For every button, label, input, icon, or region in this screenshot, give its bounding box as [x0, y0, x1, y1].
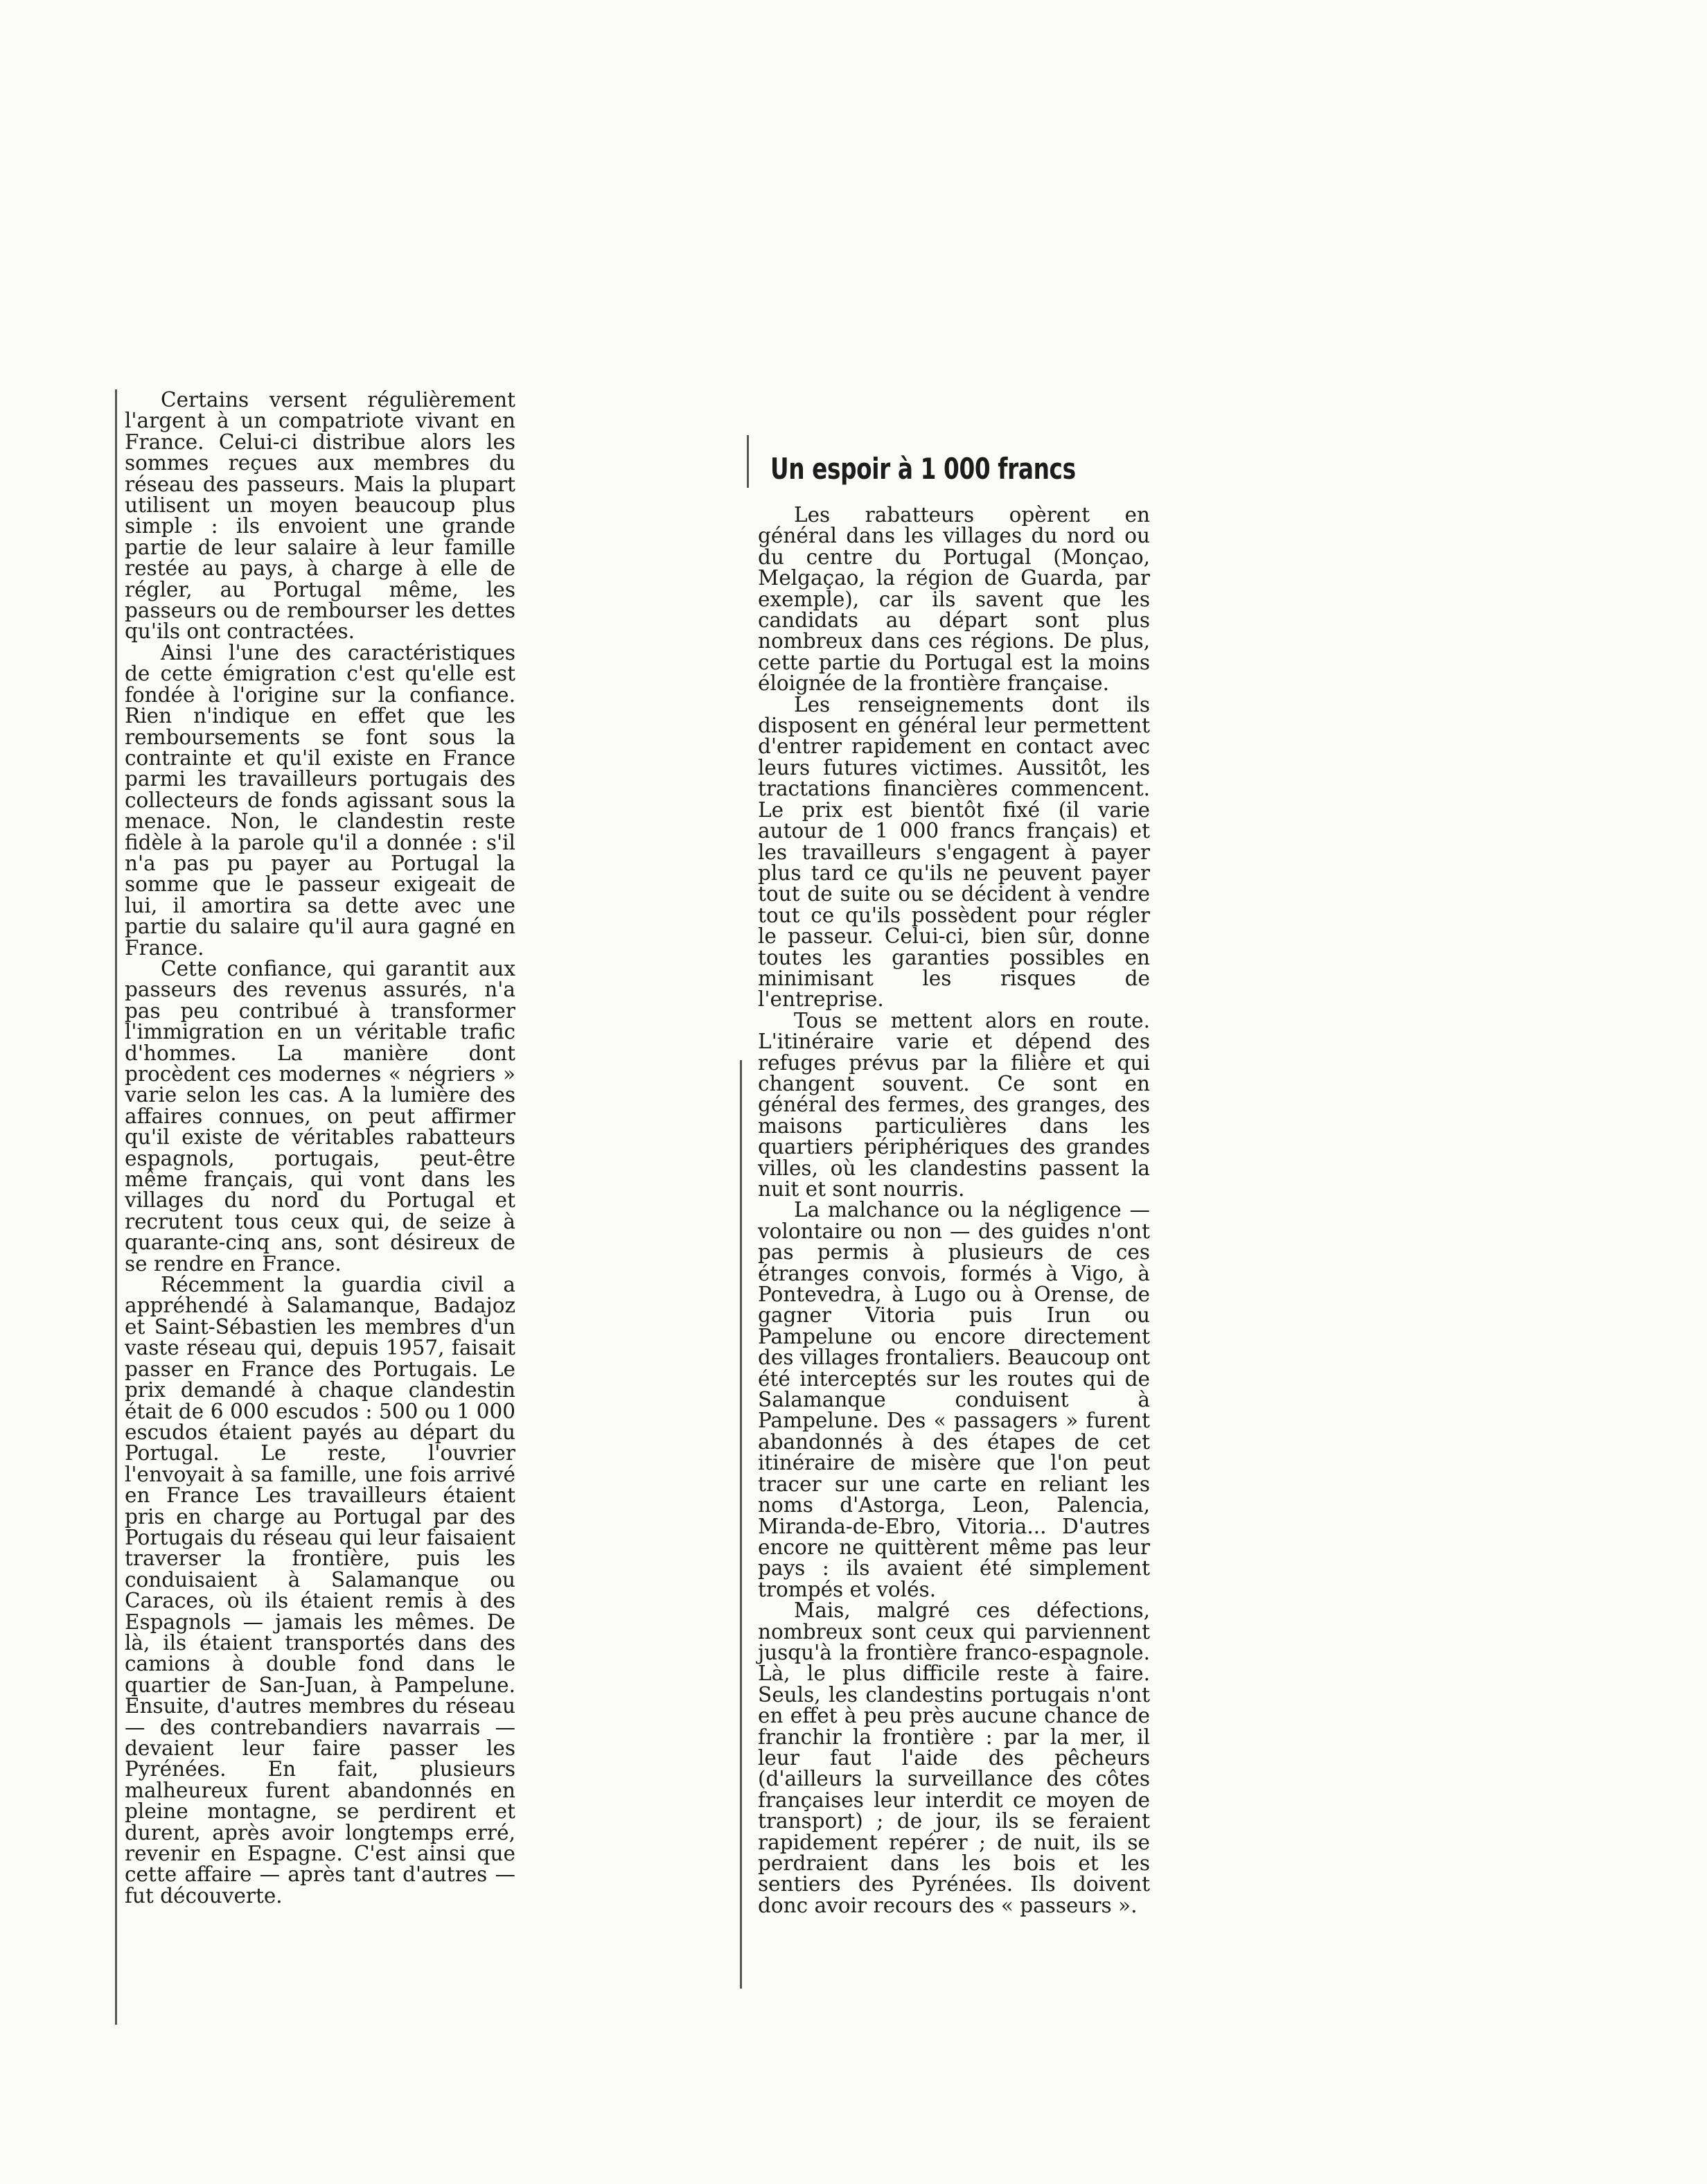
right-column	[758, 504, 1150, 1916]
right-paragraph-1: Les rabatteurs opèrent en général dans les villages du nord ou du centre du Portugal (Monçao, Melgaçao, la région de Guarda, par exemple), car ils savent que les candidats au départ sont plus nombreux dans ces régions. De plus, cette partie du Portugal est la moins éloignée de la frontière française.	[758, 503, 1150, 696]
section-headline: Un espoir à 1 000 francs	[770, 452, 1076, 486]
left-paragraph-3: Cette confiance, qui garantit aux passeurs des revenus assurés, n'a pas peu contribué à transformer l'immigration en un véritable trafic d'hommes. La manière dont procèdent ces modernes « négriers » varie selon les cas. A la lumière des affaires connues, on peut affirmer qu'il existe de véritables rabatteurs espagnols, portugais, peut-être même français, qui vont dans les villages du nord du Portugal et recrutent tous ceux qui, de seize à quarante-cinq ans, sont désireux de se rendre en France.	[125, 956, 515, 1276]
left-paragraph-1: Certains versent régulièrement l'argent à un compatriote vivant en France. Celui-ci distribue alors les sommes reçues aux membres du réseau des passeurs. Mais la plupart utilisent un moyen beaucoup plus simple : ils envoient une grande partie de leur salaire à leur famille restée au pays, à charge à elle de régler, au Portugal même, les passeurs ou de rembourser les dettes qu'ils ont contractées.	[125, 388, 515, 644]
headline-rule	[747, 435, 749, 488]
left-paragraph-4: Récemment la guardia civil a appréhendé à Salamanque, Badajoz et Saint-Sébastien les membres d'un vaste réseau qui, depuis 1957, faisait passer en France des Portugais. Le prix demandé à chaque clandestin était de 6 000 escudos : 500 ou 1 000 escudos étaient payés au départ du Portugal. Le reste, l'ouvrier l'envoyait à sa famille, une fois arrivé en France Les travailleurs étaient pris en charge au Portugal par des Portugais du réseau qui leur faisaient traverser la frontière, puis les conduisaient à Salamanque ou Caraces, où ils étaient remis à des Espagnols — jamais les mêmes. De là, ils étaient transportés dans des camions à double fond dans le quartier de San-Juan, à Pampelune. Ensuite, d'autres membres du réseau — des contrebandiers navarrais — devaient leur faire passer les Pyrénées. En fait, plusieurs malheureux furent abandonnés en pleine montagne, se perdirent et durent, après avoir longtemps erré, revenir en Espagne. C'est ainsi que cette affaire — après tant d'autres — fut découverte.	[125, 1273, 515, 1908]
right-paragraph-5: Mais, malgré ces défections, nombreux sont ceux qui parviennent jusqu'à la frontière franco-espagnole. Là, le plus difficile reste à faire. Seuls, les clandestins portugais n'ont en effet à peu près aucune chance de franchir la frontière : par la mer, il leur faut l'aide des pêcheurs (d'ailleurs la surveillance des côtes françaises leur interdit ce moyen de transport) ; de jour, ils se feraient rapidement repérer ; de nuit, ils se perdraient dans les bois et les sentiers des Pyrénées. Ils doivent donc avoir recours des « passeurs ».	[758, 1599, 1150, 1917]
left-column-rule	[115, 389, 117, 2025]
left-paragraph-2: Ainsi l'une des caractéristiques de cette émigration c'est qu'elle est fondée à l'origine sur la confiance. Rien n'indique en effet que les remboursements se font sous la contrainte et qu'il existe en France parmi les travailleurs portugais des collecteurs de fonds agissant sous la menace. Non, le clandestin reste fidèle à la parole qu'il a donnée : s'il n'a pas pu payer au Portugal la somme que le passeur exigeait de lui, il amortira sa dette avec une partie du salaire qu'il aura gagné en France.	[125, 640, 515, 960]
right-paragraph-2: Les renseignements dont ils disposent en général leur permettent d'entrer rapidement en contact avec leurs futures victimes. Aussitôt, les tractations financières commencent. Le prix est bientôt fixé (il varie autour de 1 000 francs français) et les travailleurs s'engagent à payer plus tard ce qu'ils ne peuvent payer tout de suite ou se décident à vendre tout ce qu'ils possèdent pour régler le passeur. Celui-ci, bien sûr, donne toutes les garanties possibles en minimisant les risques de l'entreprise.	[758, 692, 1150, 1012]
right-column-rule	[740, 1060, 742, 1989]
right-paragraph-3: Tous se mettent alors en route. L'itinéraire varie et dépend des refuges prévus par la filière et qui changent souvent. Ce sont en général des fermes, des granges, des maisons particulières dans les quartiers périphériques des grandes villes, où les clandestins passent la nuit et sont nourris.	[758, 1008, 1150, 1201]
left-column	[125, 389, 515, 1906]
right-paragraph-4: La malchance ou la négligence — volontaire ou non — des guides n'ont pas permis à plusieurs de ces étranges convois, formés à Vigo, à Pontevedra, à Lugo ou à Orense, de gagner Vitoria puis Irun ou Pampelune ou encore directement des villages frontaliers. Beaucoup ont été interceptés sur les routes qui de Salamanque conduisent à Pampelune. Des « passagers » furent abandonnés à des étapes de cet itinéraire de misère que l'on peut tracer sur une carte en reliant les noms d'Astorga, Leon, Palencia, Miranda-de-Ebro, Vitoria... D'autres encore ne quittèrent même pas leur pays : ils avaient été simplement trompés et volés.	[758, 1198, 1150, 1601]
